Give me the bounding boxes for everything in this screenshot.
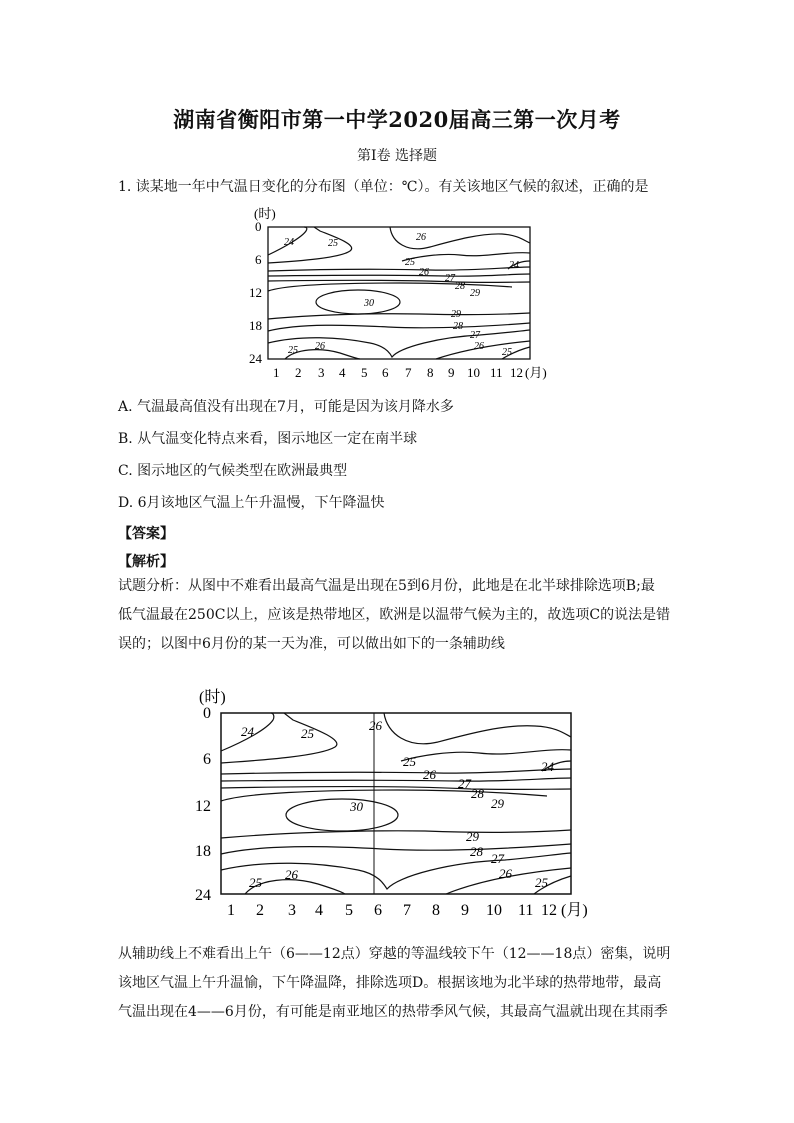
plot-frame <box>268 227 530 359</box>
x-tick: 5 <box>361 365 368 380</box>
x-axis-label: (月) <box>561 902 588 919</box>
isotherm-30 <box>316 290 400 314</box>
y-tick: 12 <box>249 285 262 300</box>
isotherm-28 <box>268 280 530 282</box>
x-tick: 2 <box>256 902 264 919</box>
isotherm-26 <box>221 769 571 774</box>
y-tick: 24 <box>195 887 211 904</box>
analysis-label: 【解析】 <box>118 554 174 570</box>
isotherms <box>268 227 530 359</box>
isotherm-label: 28 <box>455 281 465 292</box>
isotherm-label: 26 <box>369 718 382 733</box>
x-tick: 11 <box>490 365 503 380</box>
option-c: C. 图示地区的气候类型在欧洲最典型 <box>118 463 348 479</box>
isotherm-label: 25 <box>403 754 416 769</box>
x-tick: 12 <box>510 365 523 380</box>
isotherm-25-left <box>268 227 352 263</box>
y-tick: 18 <box>249 318 262 333</box>
isotherm-label: 26 <box>315 341 325 352</box>
x-tick: 6 <box>374 902 382 919</box>
conclusion-line: 从辅助线上不难看出上午（6——12点）穿越的等温线较下午（12——18点）密集，说明 <box>118 946 671 962</box>
conclusion-line: 气温出现在4——6月份，有可能是南亚地区的热带季风气候，其最高气温就出现在其雨季 <box>118 1004 668 1020</box>
x-tick: 1 <box>227 902 235 919</box>
isotherm-labels <box>241 718 555 890</box>
analysis-text <box>118 572 678 659</box>
option-b: B. 从气温变化特点来看，图示地区一定在南半球 <box>118 431 418 447</box>
isotherm-label: 26 <box>285 867 298 882</box>
analysis-line: 误的；以图中6月份的某一天为准，可以做出如下的一条辅助线 <box>118 636 505 652</box>
x-tick: 9 <box>448 365 455 380</box>
isotherm-labels <box>284 232 519 358</box>
isotherm-label: 26 <box>416 232 426 243</box>
isotherm-30 <box>286 799 398 831</box>
x-tick: 6 <box>382 365 389 380</box>
isotherm-label: 28 <box>453 321 463 332</box>
isotherm-label: 24 <box>509 260 519 271</box>
isotherm-28 <box>221 787 571 790</box>
page-title: 湖南省衡阳市第一中学2020届高三第一次月考 <box>173 107 621 132</box>
x-tick: 9 <box>461 902 469 919</box>
isotherm-label: 25 <box>328 238 338 249</box>
isotherm-label: 28 <box>470 844 483 859</box>
contour-chart-2 <box>185 684 605 920</box>
isotherm-label: 25 <box>301 726 314 741</box>
x-tick: 2 <box>295 365 302 380</box>
isotherm-28-lower <box>221 844 571 854</box>
isotherm-label: 25 <box>502 347 512 358</box>
isotherms <box>221 713 571 894</box>
isotherm-label: 30 <box>350 799 363 814</box>
analysis-line: 低气温最在250C以上，应该是热带地区，欧洲是以温带气候为主的，故选项C的说法是错 <box>118 607 671 623</box>
isotherm-label: 25 <box>535 875 548 890</box>
isotherm-label: 25 <box>405 257 415 268</box>
y-ticks <box>249 219 263 366</box>
isotherm-26 <box>268 267 530 271</box>
x-tick: 1 <box>273 365 280 380</box>
analysis-line: 试题分析：从图中不难看出最高气温是出现在5到6月份，此地是在北半球排除选项B;最 <box>118 578 655 594</box>
isotherm-label: 29 <box>466 829 479 844</box>
x-tick: 8 <box>427 365 434 380</box>
isotherm-label: 29 <box>491 796 504 811</box>
x-tick: 4 <box>315 902 323 919</box>
isotherm-label: 24 <box>284 237 294 248</box>
x-tick: 3 <box>288 902 296 919</box>
plot-frame <box>221 713 571 894</box>
isotherm-27-lower <box>268 330 530 357</box>
isotherm-label: 24 <box>541 759 554 774</box>
isotherm-27 <box>221 778 571 781</box>
isotherm-label: 25 <box>288 345 298 356</box>
isotherm-label: 26 <box>499 866 512 881</box>
isotherm-27 <box>268 274 530 276</box>
y-axis-label: (时) <box>199 689 226 706</box>
conclusion-text <box>118 940 678 1027</box>
isotherm-26-top <box>390 227 530 249</box>
question-stem: 1. 读某地一年中气温日变化的分布图（单位：℃）。有关该地区气候的叙述，正确的是 <box>118 179 649 195</box>
isotherm-label: 28 <box>471 786 484 801</box>
answer-label: 【答案】 <box>118 526 174 542</box>
isotherm-label: 27 <box>491 851 504 866</box>
y-ticks <box>195 705 211 904</box>
x-tick: 3 <box>318 365 325 380</box>
isotherm-label: 26 <box>474 341 484 352</box>
option-d: D. 6月该地区气温上午升温慢，下午降温快 <box>118 495 385 511</box>
isotherm-29-lower <box>268 313 530 319</box>
x-tick: 12 <box>541 902 557 919</box>
y-tick: 24 <box>249 351 262 366</box>
isotherm-26-top <box>384 713 571 744</box>
isotherm-28-lower <box>268 323 530 331</box>
isotherm-label: 26 <box>419 267 429 278</box>
contour-chart-1 <box>240 203 560 383</box>
x-tick: 8 <box>432 902 440 919</box>
y-axis-label: (时) <box>254 206 276 221</box>
x-tick: 7 <box>405 365 412 380</box>
isotherm-label: 27 <box>445 273 455 284</box>
isotherm-25-left <box>221 713 337 763</box>
x-tick: 10 <box>486 902 502 919</box>
y-tick: 0 <box>203 705 211 722</box>
x-tick: 11 <box>518 902 534 919</box>
conclusion-line: 该地区气温上午升温愉，下午降温降，排除选项D。根据该地为北半球的热带地带，最高 <box>118 975 662 991</box>
isotherm-label: 24 <box>241 724 254 739</box>
y-tick: 18 <box>195 843 211 860</box>
isotherm-label: 29 <box>470 288 480 299</box>
isotherm-label: 25 <box>249 875 262 890</box>
y-tick: 6 <box>203 751 211 768</box>
x-axis-label: (月) <box>525 365 547 380</box>
isotherm-label: 26 <box>423 767 436 782</box>
option-a: A. 气温最高值没有出现在7月，可能是因为该月降水多 <box>118 399 454 415</box>
isotherm-label: 29 <box>451 309 461 320</box>
isotherm-29-lower <box>221 830 571 838</box>
y-tick: 12 <box>195 798 211 815</box>
x-tick: 5 <box>345 902 353 919</box>
x-tick: 7 <box>403 902 411 919</box>
x-ticks <box>273 365 547 380</box>
isotherm-label: 30 <box>364 298 374 309</box>
isotherm-label: 27 <box>470 330 480 341</box>
x-tick: 4 <box>339 365 346 380</box>
section-heading: 第Ⅰ卷 选择题 <box>357 148 437 164</box>
y-tick: 6 <box>255 252 262 267</box>
x-ticks <box>227 901 588 919</box>
isotherm-27-lower <box>221 853 571 889</box>
y-tick: 0 <box>255 219 262 234</box>
isotherm-label: 27 <box>458 776 471 791</box>
x-tick: 10 <box>467 365 480 380</box>
